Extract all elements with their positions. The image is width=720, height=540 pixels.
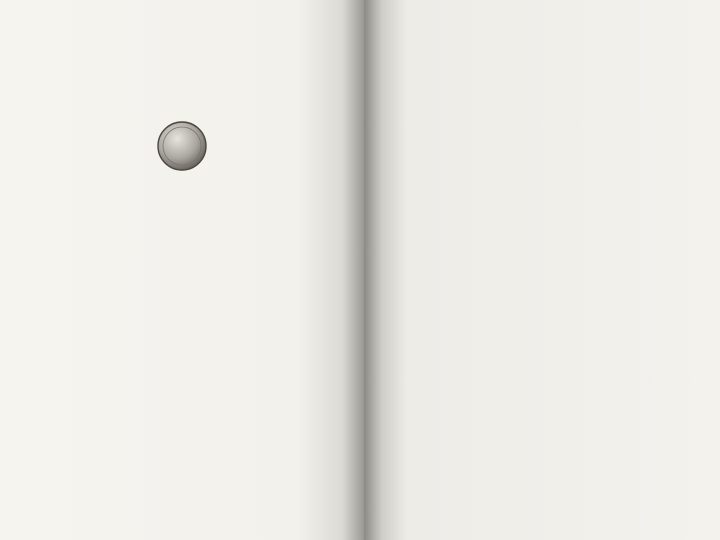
button-figure-76 xyxy=(157,121,207,171)
right-page xyxy=(364,0,720,540)
